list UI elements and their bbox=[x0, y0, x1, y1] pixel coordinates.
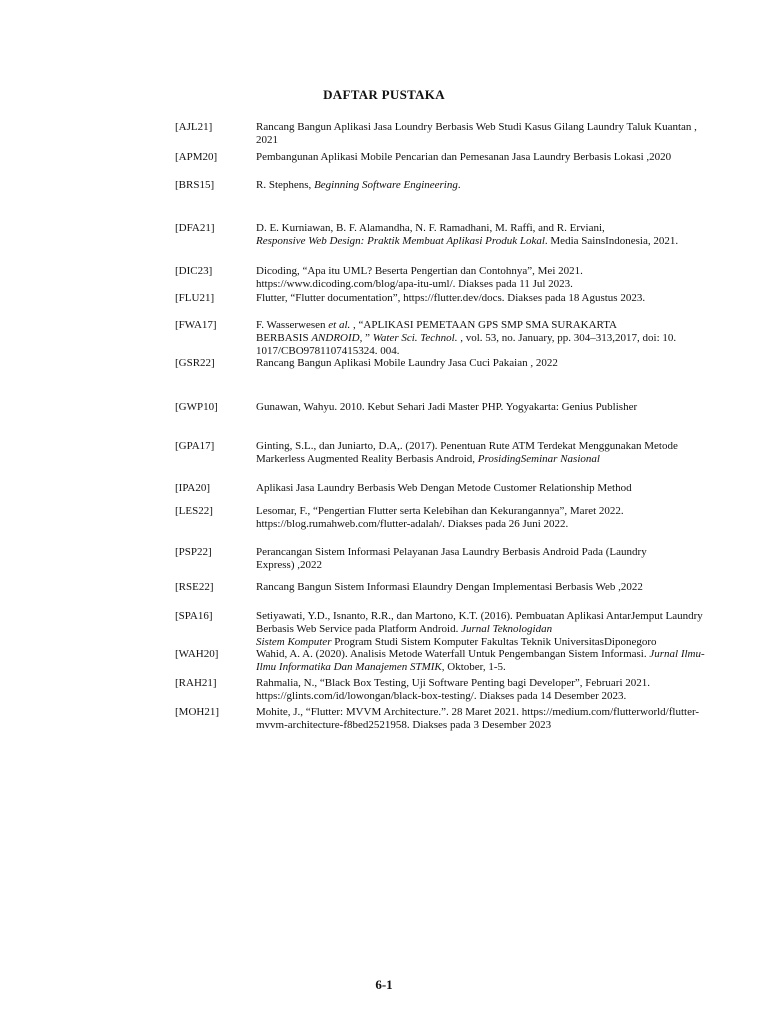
reference-key: [IPA20] bbox=[175, 482, 211, 494]
reference-line bbox=[256, 677, 740, 690]
reference-line bbox=[256, 559, 740, 572]
reference-segment: Water Sci. Technol. bbox=[372, 332, 458, 344]
reference-segment: R. Stephens, bbox=[256, 179, 315, 191]
reference-segment: Sistem Komputer bbox=[256, 636, 332, 648]
reference-segment: Rancang Bangun Aplikasi Jasa Loundry Berbasis Web Studi Kasus Gilang Laundry Taluk Kuantan , bbox=[256, 121, 697, 133]
reference-key: [MOH21] bbox=[175, 706, 219, 718]
reference-segment: https://blog.rumahweb.com/flutter-adalah/. Diakses pada 26 Juni 2022. bbox=[256, 518, 569, 530]
reference-line bbox=[256, 265, 740, 278]
reference-key: [RAH21] bbox=[175, 677, 217, 689]
reference-text bbox=[256, 292, 740, 305]
page-number: 6-1 bbox=[375, 977, 393, 992]
reference-segment: Flutter, “Flutter documentation”, https://flutter.dev/docs. Diakses pada 18 Agustus 2023. bbox=[256, 292, 646, 304]
reference-segment: Gunawan, Wahyu. 2010. Kebut Sehari Jadi Master PHP. Yogyakarta: Genius Publisher bbox=[256, 401, 638, 413]
reference-segment: Aplikasi Jasa Laundry Berbasis Web Dengan Metode Customer Relationship Method bbox=[256, 482, 632, 494]
reference-line bbox=[256, 235, 740, 248]
reference-segment: Lesomar, F., “Pengertian Flutter serta Kelebihan dan Kekurangannya”, Maret 2022. bbox=[256, 505, 624, 517]
reference-key: [DIC23] bbox=[175, 265, 213, 277]
reference-line bbox=[256, 482, 740, 495]
reference-text bbox=[256, 482, 740, 495]
reference-key: [GPA17] bbox=[175, 440, 215, 452]
reference-text bbox=[256, 677, 740, 703]
reference-segment: ProsidingSeminar Nasional bbox=[477, 453, 600, 465]
reference-segment: Perancangan Sistem Informasi Pelayanan Jasa Laundry Berbasis Android Pada (Laundry bbox=[256, 546, 647, 558]
reference-segment: https://glints.com/id/lowongan/black-box-testing/. Diakses pada 14 Desember 2023. bbox=[256, 690, 627, 702]
reference-segment: D. E. Kurniawan, B. F. Alamandha, N. F. Ramadhani, M. Raffi, and R. Erviani, bbox=[256, 222, 605, 234]
reference-line bbox=[256, 151, 740, 164]
reference-line bbox=[256, 546, 740, 559]
reference-segment: Express) ,2022 bbox=[256, 559, 322, 571]
reference-line bbox=[256, 222, 740, 235]
reference-text bbox=[256, 648, 740, 674]
reference-segment: Oktober, 1-5. bbox=[444, 661, 506, 673]
reference-line bbox=[256, 581, 740, 594]
reference-line bbox=[256, 401, 740, 414]
reference-key: [DFA21] bbox=[175, 222, 215, 234]
reference-line bbox=[256, 332, 740, 345]
reference-segment: Program Studi Sistem Komputer Fakultas Teknik UniversitasDiponegoro bbox=[331, 636, 657, 648]
reference-line bbox=[256, 319, 740, 332]
reference-key: [FWA17] bbox=[175, 319, 217, 331]
reference-segment: Wahid, A. A. (2020). Analisis Metode Waterfall Untuk Pengembangan Sistem Informasi. bbox=[256, 648, 650, 660]
reference-text bbox=[256, 440, 740, 466]
reference-line bbox=[256, 121, 740, 134]
reference-key: [GSR22] bbox=[175, 357, 215, 369]
reference-segment: et al. bbox=[328, 319, 351, 331]
reference-segment: . Media SainsIndonesia, 2021. bbox=[544, 235, 679, 247]
reference-key: [RSE22] bbox=[175, 581, 214, 593]
reference-key: [GWP10] bbox=[175, 401, 218, 413]
reference-text bbox=[256, 706, 740, 732]
reference-line bbox=[256, 518, 740, 531]
reference-text bbox=[256, 357, 740, 370]
page-title: DAFTAR PUSTAKA bbox=[323, 87, 445, 102]
reference-segment: Dicoding, “Apa itu UML? Beserta Pengertian dan Contohnya”, Mei 2021. bbox=[256, 265, 583, 277]
reference-segment: Beginning Software Engineering bbox=[314, 179, 458, 191]
reference-line bbox=[256, 706, 740, 719]
reference-line bbox=[256, 623, 740, 636]
reference-segment: Pembangunan Aplikasi Mobile Pencarian dan Pemesanan Jasa Laundry Berbasis Lokasi ,2020 bbox=[256, 151, 672, 163]
reference-segment: Ginting, S.L., dan Juniarto, D.A,. (2017). Penentuan Rute ATM Terdekat Menggunakan Metode bbox=[256, 440, 678, 452]
reference-segment: ANDROID, bbox=[311, 332, 363, 344]
reference-line bbox=[256, 134, 740, 147]
reference-line bbox=[256, 278, 740, 291]
reference-segment: , vol. 53, no. January, pp. 304–313,2017, doi: 10. bbox=[457, 332, 677, 344]
reference-text bbox=[256, 179, 740, 192]
reference-segment: . bbox=[457, 179, 461, 191]
reference-line bbox=[256, 661, 740, 674]
reference-segment: Rahmalia, N., “Black Box Testing, Uji Software Penting bagi Developer”, Februari 2021. bbox=[256, 677, 651, 689]
reference-segment: Responsive Web Design: Praktik Membuat Aplikasi Produk Lokal bbox=[256, 235, 545, 247]
reference-segment: ” bbox=[362, 332, 373, 344]
reference-line bbox=[256, 690, 740, 703]
reference-key: [APM20] bbox=[175, 151, 218, 163]
reference-line bbox=[256, 357, 740, 370]
reference-segment: F. Wasserwesen bbox=[256, 319, 329, 331]
reference-key: [WAH20] bbox=[175, 648, 219, 660]
reference-segment: Setiyawati, Y.D., Isnanto, R.R., dan Martono, K.T. (2016). Pembuatan Aplikasi AntarJemput Laundry bbox=[256, 610, 703, 622]
reference-segment: BERBASIS bbox=[256, 332, 312, 344]
reference-text bbox=[256, 151, 740, 164]
reference-key: [LES22] bbox=[175, 505, 213, 517]
reference-text bbox=[256, 581, 740, 594]
reference-key: [AJL21] bbox=[175, 121, 213, 133]
reference-text bbox=[256, 222, 740, 248]
reference-segment: Berbasis Web Service pada Platform Android. bbox=[256, 623, 462, 635]
reference-text bbox=[256, 401, 740, 414]
reference-segment: Jurnal Ilmu- bbox=[649, 648, 705, 660]
reference-segment: Ilmu Informatika Dan Manajemen STMIK, bbox=[256, 661, 445, 673]
reference-line bbox=[256, 719, 740, 732]
reference-segment: Rancang Bangun Sistem Informasi Elaundry Dengan Implementasi Berbasis Web ,2022 bbox=[256, 581, 643, 593]
reference-line bbox=[256, 440, 740, 453]
reference-segment: Jurnal Teknologidan bbox=[461, 623, 553, 635]
reference-segment: https://www.dicoding.com/blog/apa-itu-uml/. Diakses pada 11 Jul 2023. bbox=[256, 278, 573, 290]
reference-segment: Mohite, J., “Flutter: MVVM Architecture.”. 28 Maret 2021. https://medium.com/flutterworld/flutter- bbox=[256, 706, 700, 718]
reference-line bbox=[256, 292, 740, 305]
reference-key: [SPA16] bbox=[175, 610, 213, 622]
reference-text bbox=[256, 610, 740, 649]
reference-line bbox=[256, 505, 740, 518]
reference-line bbox=[256, 179, 740, 192]
reference-segment: 2021 bbox=[256, 134, 278, 146]
reference-segment: mvvm-architecture-f8bed2521958. Diakses pada 3 Desember 2023 bbox=[256, 719, 552, 731]
reference-segment: Rancang Bangun Aplikasi Mobile Laundry Jasa Cuci Pakaian , 2022 bbox=[256, 357, 558, 369]
reference-text bbox=[256, 319, 740, 358]
reference-text bbox=[256, 265, 740, 291]
reference-segment: , “APLIKASI PEMETAAN GPS SMP SMA SURAKARTA bbox=[350, 319, 617, 331]
reference-text bbox=[256, 121, 740, 147]
reference-key: [FLU21] bbox=[175, 292, 215, 304]
reference-key: [BRS15] bbox=[175, 179, 215, 191]
reference-segment: 1017/CBO9781107415324. 004. bbox=[256, 345, 400, 357]
reference-line bbox=[256, 453, 740, 466]
reference-key: [PSP22] bbox=[175, 546, 212, 558]
reference-line bbox=[256, 648, 740, 661]
reference-text bbox=[256, 505, 740, 531]
reference-line bbox=[256, 610, 740, 623]
reference-segment: Markerless Augmented Reality Berbasis Android, bbox=[256, 453, 478, 465]
reference-text bbox=[256, 546, 740, 572]
